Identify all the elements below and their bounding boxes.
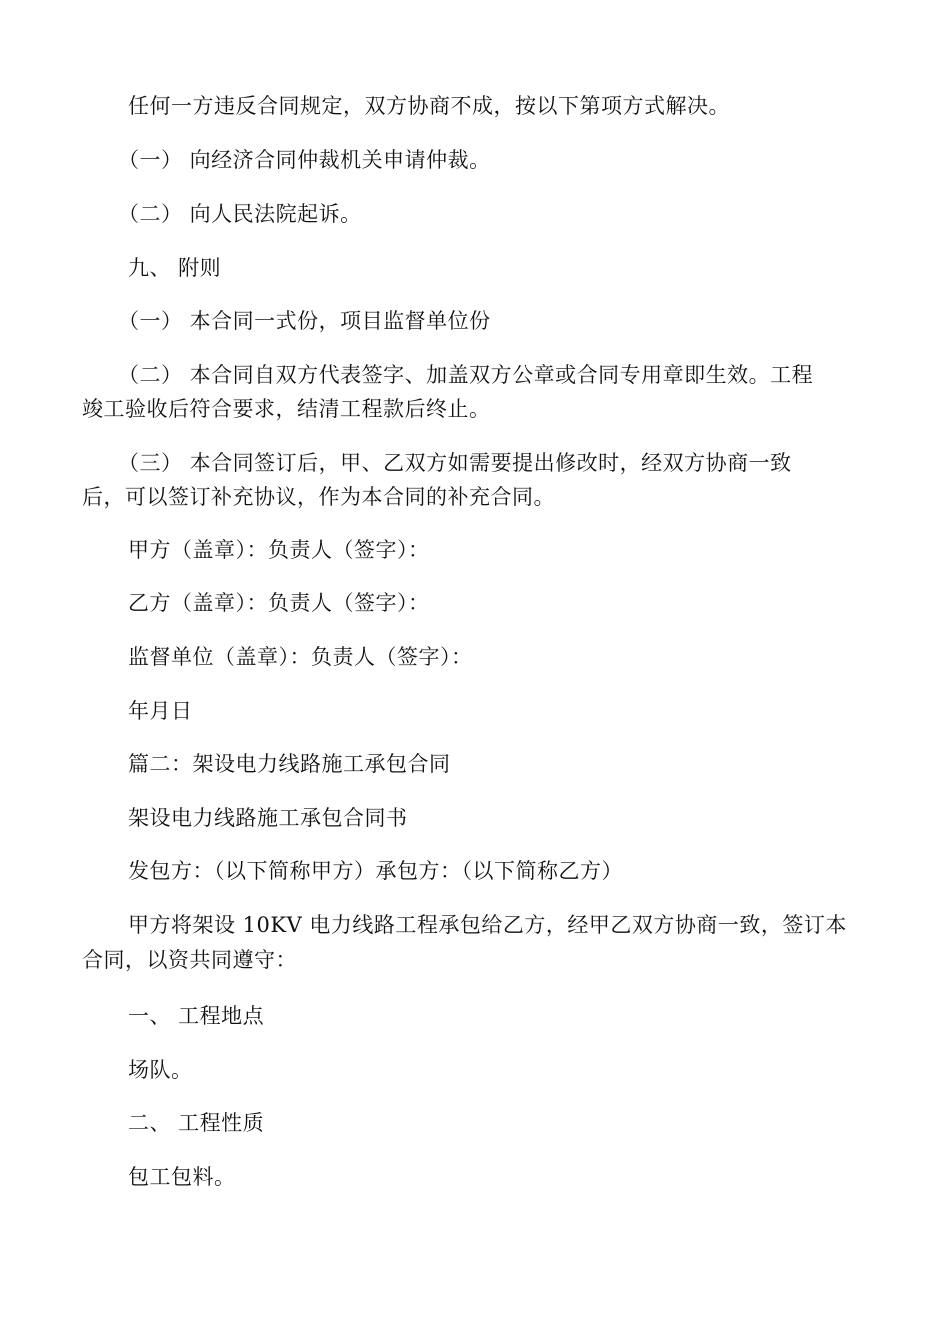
heading-project-location: 一、 工程地点: [128, 1004, 265, 1028]
paragraph-copies: （一） 本合同一式份，项目监督单位份: [118, 309, 491, 333]
heading-project-nature: 二、 工程性质: [128, 1111, 265, 1135]
paragraph-court: （二） 向人民法院起诉。: [118, 202, 362, 226]
signature-party-a: 甲方（盖章）：负责人（签字）：: [128, 538, 430, 562]
parties-line: 发包方：（以下简称甲方）承包方：（以下简称乙方）: [128, 859, 623, 883]
paragraph-effective-cont: 竣工验收后符合要求，结清工程款后终止。: [82, 397, 491, 421]
signature-party-b: 乙方（盖章）：负责人（签字）：: [128, 591, 430, 615]
contract-title: 架设电力线路施工承包合同书: [128, 806, 408, 830]
paragraph-agreement-cont: 合同，以资共同遵守：: [82, 948, 297, 972]
paragraph-amendment: （三） 本合同签订后，甲、乙双方如需要提出修改时，经双方协商一致: [118, 451, 792, 475]
signature-supervisor: 监督单位（盖章）：负责人（签字）：: [128, 645, 473, 669]
paragraph-location: 场队。: [128, 1058, 193, 1082]
paragraph-effective: （二） 本合同自双方代表签字、加盖双方公章或合同专用章即生效。工程: [118, 363, 814, 387]
paragraph-nature: 包工包料。: [128, 1165, 236, 1189]
date-line: 年月日: [128, 699, 193, 723]
paragraph-agreement: 甲方将架设 10KV 电力线路工程承包给乙方，经甲乙双方协商一致，签订本: [128, 913, 847, 937]
heading-section-nine: 九、 附则: [128, 256, 222, 280]
heading-part-two: 篇二：架设电力线路施工承包合同: [128, 752, 451, 776]
paragraph-dispute-resolution: 任何一方违反合同规定，双方协商不成，按以下第项方式解决。: [128, 94, 730, 118]
paragraph-amendment-cont: 后，可以签订补充协议，作为本合同的补充合同。: [82, 485, 555, 509]
paragraph-arbitration: （一） 向经济合同仲裁机关申请仲裁。: [118, 148, 491, 172]
